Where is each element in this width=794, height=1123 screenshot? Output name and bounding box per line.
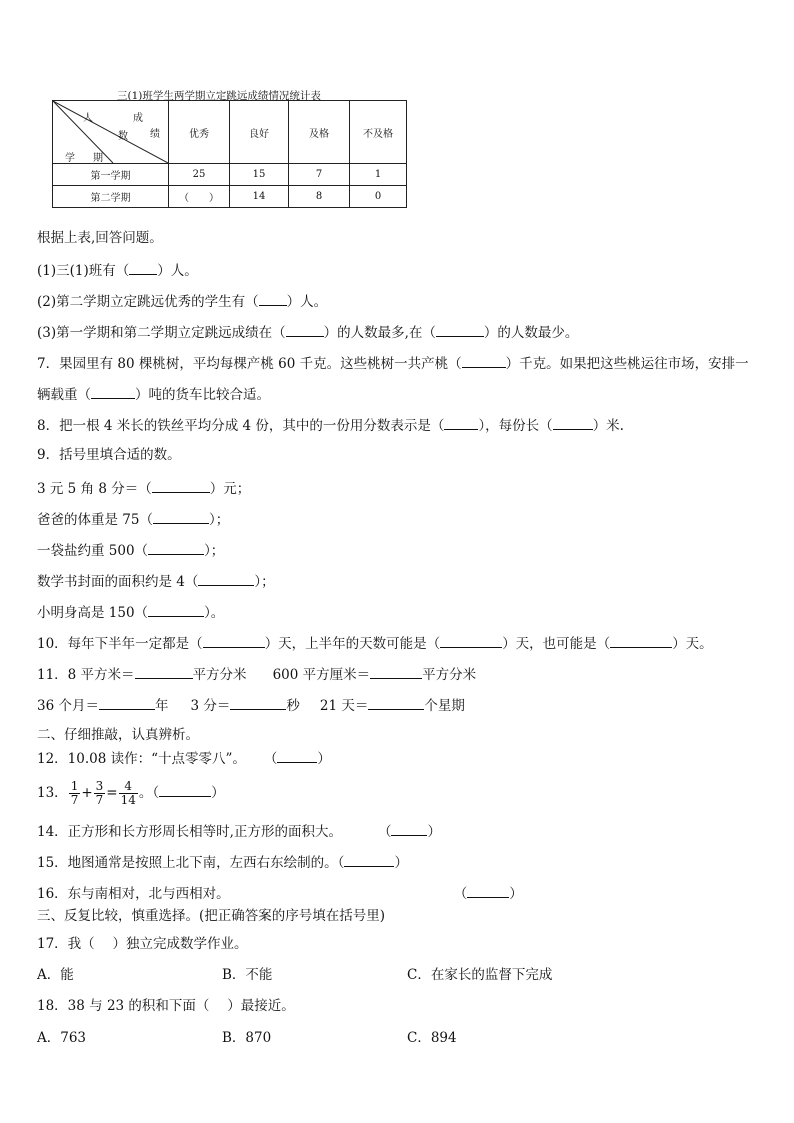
- table-cell: 0: [350, 186, 407, 208]
- question-text: 平方分米: [422, 667, 477, 683]
- table-cell: 1: [350, 164, 407, 186]
- question-1: [37, 260, 198, 280]
- question-9-3: [37, 540, 224, 560]
- question-7: [37, 353, 749, 373]
- question-9-1: [37, 478, 250, 498]
- fraction: [119, 780, 138, 807]
- section-2-heading: 二、仔细推敲，认真辨析。: [37, 727, 199, 743]
- score-table: [52, 100, 407, 208]
- question-text: ）；: [254, 574, 275, 590]
- table-header-row: [53, 101, 407, 164]
- question-text: 。（: [138, 785, 160, 801]
- answer-blank[interactable]: [203, 633, 265, 648]
- question-text: (1)三(1)班有（: [37, 263, 130, 279]
- question-text: 年: [154, 698, 169, 714]
- table-cell: 15: [230, 164, 289, 186]
- question-text: ）的人数最多,在（: [323, 325, 436, 341]
- question-text: 21 天＝: [319, 698, 369, 714]
- question-3: [37, 322, 578, 342]
- table-cell: 14: [230, 186, 289, 208]
- question-text: ）: [394, 855, 408, 871]
- question-11: [37, 664, 476, 684]
- answer-blank[interactable]: [286, 322, 324, 337]
- diagonal-header-cell: [53, 101, 169, 164]
- diag-label: 期: [93, 153, 103, 164]
- row-label: 第一学期: [53, 164, 169, 186]
- question-text: ）米.: [592, 418, 624, 434]
- answer-blank[interactable]: [368, 695, 424, 710]
- answer-blank[interactable]: [198, 571, 254, 586]
- table-cell: （ ）: [169, 186, 230, 208]
- option-b[interactable]: B．不能: [222, 967, 273, 983]
- question-text: ）元；: [209, 481, 251, 497]
- answer-blank[interactable]: [467, 883, 509, 898]
- question-text: 秒: [286, 698, 300, 714]
- question-text: ）的人数最少。: [483, 325, 579, 341]
- column-header: 优秀: [169, 101, 230, 164]
- column-header: 及格: [289, 101, 350, 164]
- question-text: ）人。: [286, 294, 328, 310]
- answer-blank[interactable]: [391, 821, 427, 836]
- answer-blank[interactable]: [230, 695, 286, 710]
- question-text: 13．: [37, 785, 68, 801]
- question-text: ）天，也可能是（: [502, 636, 611, 652]
- question-15: [37, 852, 408, 872]
- answer-blank[interactable]: [129, 260, 157, 275]
- question-9: 9．括号里填合适的数。: [37, 447, 181, 463]
- column-header: 良好: [230, 101, 289, 164]
- answer-blank[interactable]: [610, 633, 672, 648]
- answer-blank[interactable]: [277, 748, 317, 763]
- denominator: 7: [95, 793, 104, 807]
- table-cell: 7: [289, 164, 350, 186]
- option-a[interactable]: A．763: [37, 1030, 87, 1046]
- table-cell: 8: [289, 186, 350, 208]
- diag-label: 绩: [150, 129, 160, 140]
- question-text: 14．正方形和长方形周长相等时,正方形的面积大。: [37, 824, 342, 840]
- question-text: ）天。: [672, 636, 713, 652]
- question-text: 36 个月＝: [37, 698, 99, 714]
- question-text: 7．果园里有 80 棵桃树，平均每棵产桃 60 千克。这些桃树一共产桃（: [37, 356, 462, 372]
- question-9-4: [37, 571, 275, 591]
- table-row: [53, 164, 407, 186]
- option-b[interactable]: B．870: [222, 1030, 272, 1046]
- question-text: 15．地图通常是按照上北下南，左西右东绘制的。（: [37, 855, 345, 871]
- answer-blank[interactable]: [370, 664, 422, 679]
- question-16: [37, 883, 523, 903]
- question-text: 数学书封面的面积约是 4（: [37, 574, 199, 590]
- question-text: ）人。: [157, 263, 198, 279]
- question-8: [37, 415, 624, 435]
- question-9-2: [37, 509, 229, 529]
- question-text: 一袋盐约重 500（: [37, 543, 149, 559]
- answer-blank[interactable]: [462, 353, 506, 368]
- diag-label: 成: [133, 113, 143, 124]
- intro-text: 根据上表,回答问题。: [37, 230, 163, 246]
- answer-blank[interactable]: [259, 291, 287, 306]
- question-text: （: [377, 824, 392, 840]
- question-14: [37, 821, 441, 841]
- diag-label: 人: [83, 113, 93, 124]
- question-text: 10．每年下半年一定都是（: [37, 636, 203, 652]
- question-text: 11．8 平方米＝: [37, 667, 135, 683]
- question-text: (3)第一学期和第二学期立定跳远成绩在（: [37, 325, 286, 341]
- numerator: 3: [95, 779, 104, 793]
- question-text: 12．10.08 读作：“十点零零八”。: [37, 751, 246, 767]
- option-c[interactable]: C．在家长的监督下完成: [407, 967, 553, 983]
- answer-blank[interactable]: [436, 322, 484, 337]
- answer-blank[interactable]: [152, 478, 210, 493]
- question-text: ）。: [204, 605, 225, 621]
- question-11-cont: [37, 695, 465, 715]
- answer-blank[interactable]: [91, 384, 135, 399]
- denominator: 14: [120, 793, 136, 807]
- table-cell: 25: [169, 164, 230, 186]
- plus-sign: +: [81, 785, 93, 801]
- question-text: 个星期: [424, 698, 465, 714]
- diag-label: 学: [65, 153, 75, 164]
- question-text: 3 元 5 角 8 分＝（: [37, 481, 152, 497]
- question-text: 爸爸的体重是 75（: [37, 512, 153, 528]
- question-text: ）: [317, 751, 331, 767]
- fraction: [69, 780, 81, 807]
- option-c[interactable]: C．894: [407, 1030, 457, 1046]
- question-9-5: [37, 602, 224, 622]
- answer-blank[interactable]: [440, 633, 502, 648]
- question-text: ）: [211, 785, 225, 801]
- answer-blank[interactable]: [159, 782, 211, 797]
- row-label: 第二学期: [53, 186, 169, 208]
- question-text: （: [453, 886, 468, 902]
- question-2: [37, 291, 327, 311]
- question-text: ），每份长（: [478, 418, 553, 434]
- question-17: 17．我（ ）独立完成数学作业。: [37, 936, 248, 952]
- question-text: ）: [509, 886, 523, 902]
- diag-label: 数: [118, 131, 128, 142]
- section-3-heading: 三、反复比较，慎重选择。(把正确答案的序号填在括号里): [37, 908, 386, 924]
- question-text: 16．东与南相对，北与西相对。: [37, 886, 230, 902]
- question-text: 平方分米: [192, 667, 247, 683]
- answer-blank[interactable]: [344, 852, 394, 867]
- question-13: [37, 778, 225, 808]
- question-7-cont: [37, 384, 270, 404]
- question-text: （: [263, 751, 278, 767]
- answer-blank[interactable]: [148, 602, 204, 617]
- question-text: ）千克。如果把这些桃运往市场，安排一: [505, 356, 749, 372]
- option-a[interactable]: A．能: [37, 967, 74, 983]
- question-text: ）: [427, 824, 441, 840]
- answer-blank[interactable]: [444, 415, 478, 430]
- question-text: ）；: [204, 543, 225, 559]
- question-text: 小明身高是 150（: [37, 605, 149, 621]
- equals-sign: =: [106, 785, 118, 801]
- table-caption: 三(1)班学生两学期立定跳远成绩情况统计表: [117, 90, 321, 102]
- answer-blank[interactable]: [99, 695, 155, 710]
- answer-blank[interactable]: [135, 664, 193, 679]
- question-text: 3 分＝: [190, 698, 231, 714]
- fraction: [94, 780, 106, 807]
- question-12: [37, 748, 331, 768]
- question-text: ）吨的货车比较合适。: [135, 387, 270, 403]
- question-text: (2)第二学期立定跳远优秀的学生有（: [37, 294, 259, 310]
- question-text: 600 平方厘米＝: [272, 667, 371, 683]
- table-row: [53, 186, 407, 208]
- question-18: 18．38 与 23 的积和下面（ ）最接近。: [37, 998, 295, 1014]
- question-text: ）天，上半年的天数可能是（: [264, 636, 441, 652]
- question-text: 辆载重（: [37, 387, 91, 403]
- question-text: 8．把一根 4 米长的铁丝平均分成 4 份，其中的一份用分数表示是（: [37, 418, 445, 434]
- question-10: [37, 633, 713, 653]
- answer-blank[interactable]: [153, 509, 209, 524]
- answer-blank[interactable]: [148, 540, 204, 555]
- numerator: 4: [119, 780, 138, 794]
- question-text: ）；: [208, 512, 230, 528]
- column-header: 不及格: [350, 101, 407, 164]
- numerator: 1: [70, 779, 79, 793]
- answer-blank[interactable]: [553, 415, 593, 430]
- denominator: 7: [70, 793, 79, 807]
